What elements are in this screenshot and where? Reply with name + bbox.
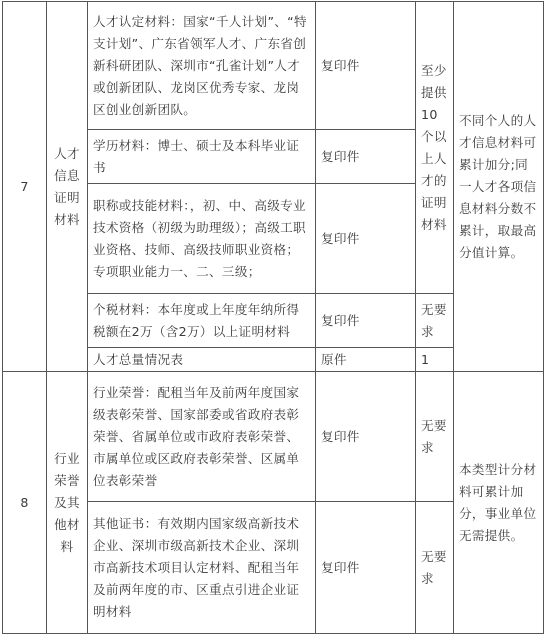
form-cell: 复印件 xyxy=(316,372,416,502)
row-category: 人才信息证明材料 xyxy=(47,2,88,372)
requirement-cell: 1 xyxy=(416,348,454,372)
form-cell: 复印件 xyxy=(316,294,416,348)
note-cell: 不同个人的人才信息材料可累计加分;同一人才各项信息材料分数不累计，取最高分值计算。 xyxy=(454,2,544,372)
materials-table xyxy=(2,1,544,634)
row-number: 7 xyxy=(3,2,47,372)
row-category: 行业荣誉及其他材料 xyxy=(47,372,88,634)
table-row xyxy=(3,372,544,502)
material-cell: 人才总量情况表 xyxy=(88,348,316,372)
material-cell: 学历材料：博士、硕士及本科毕业证书 xyxy=(88,130,316,184)
row-number: 8 xyxy=(3,372,47,634)
table-row xyxy=(3,2,544,130)
requirement-cell: 无要求 xyxy=(416,502,454,634)
material-cell: 职称或技能材料：，初、中、高级专业技术资格（初级为助理级）；高级工职业资格、技师、高级技师职业资格；专项职业能力一、二、三级； xyxy=(88,184,316,294)
form-cell: 复印件 xyxy=(316,2,416,130)
material-cell: 个税材料：本年度或上年度年纳所得税额在2万（含2万）以上证明材料 xyxy=(88,294,316,348)
requirement-cell: 无要求 xyxy=(416,372,454,502)
requirement-cell: 无要求 xyxy=(416,294,454,348)
material-cell: 行业荣誉：配租当年及前两年度国家级表彰荣誉、国家部委或省政府表彰荣誉、省属单位或市政府表彰荣誉、市属单位或区政府表彰荣誉、区属单位表彰荣誉 xyxy=(88,372,316,502)
material-cell: 人才认定材料：国家“千人计划”、“特支计划”、广东省领军人才、广东省创新科研团队、深圳市“孔雀计划”人才或创新团队、龙岗区优秀专家、龙岗区创业创新团队。 xyxy=(88,2,316,130)
note-cell: 本类型计分材料可累计加分，事业单位无需提供。 xyxy=(454,372,544,634)
requirement-cell: 至少提供10个以上人才的证明材料 xyxy=(416,2,454,294)
form-cell: 复印件 xyxy=(316,502,416,634)
form-cell: 复印件 xyxy=(316,130,416,184)
form-cell: 原件 xyxy=(316,348,416,372)
form-cell: 复印件 xyxy=(316,184,416,294)
material-cell: 其他证书：有效期内国家级高新技术企业、深圳市级高新技术企业、深圳市高新技术项目认定材料、配租当年及前两年度的市、区重点引进企业证明材料 xyxy=(88,502,316,634)
